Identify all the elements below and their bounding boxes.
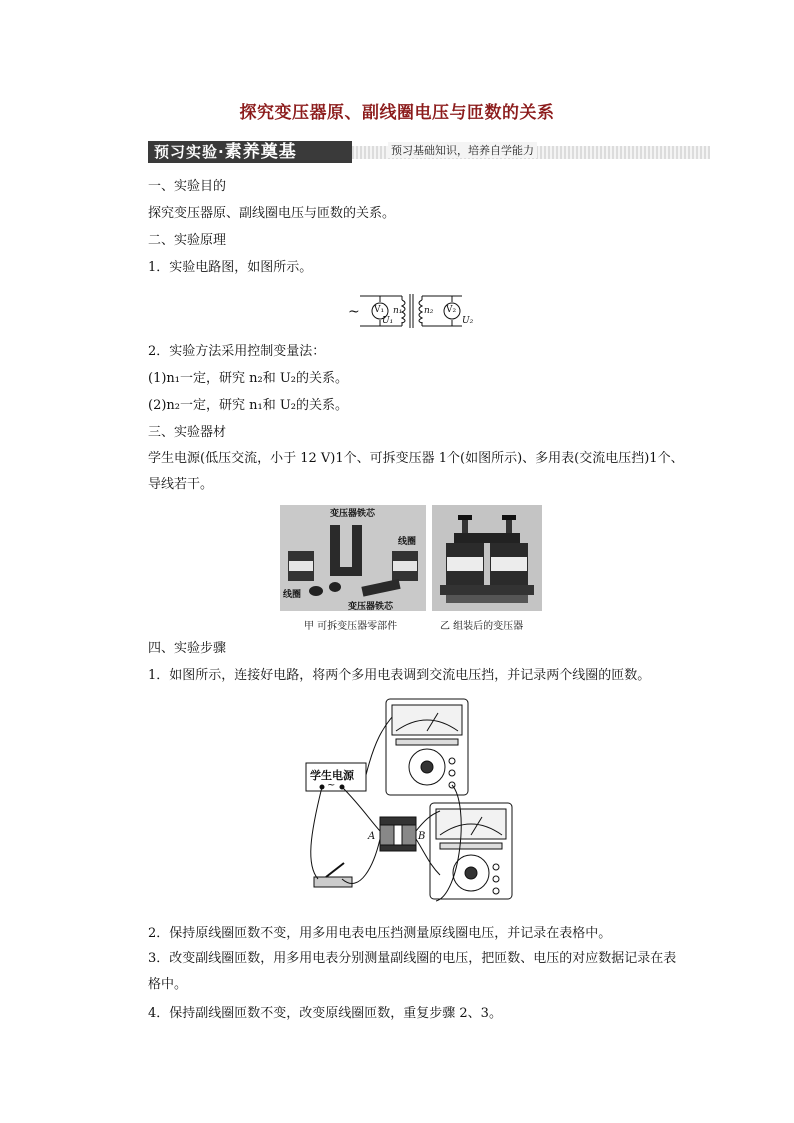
- coil-a-label: A: [368, 831, 376, 842]
- banner-label: [148, 141, 352, 163]
- power-supply-label: 学生电源: [310, 769, 354, 782]
- sec4-step3: 3．改变副线圈匝数，用多用电表分别测量副线圈的电压，把匝数、电压的对应数据记录在表格中。: [148, 951, 677, 992]
- sec1-heading: 一、实验目的: [148, 179, 227, 194]
- caption-a: 甲 可拆变压器零部件: [304, 621, 398, 632]
- assembled-transformer-photo: [432, 505, 542, 611]
- label-core-bottom: 变压器铁芯: [348, 602, 394, 612]
- label-coil-right: 线圈: [398, 537, 417, 547]
- banner-tagline: 预习基础知识，培养自学能力: [388, 142, 537, 158]
- sec4-step2: 2．保持原线圈匝数不变，用多用电表电压挡测量原线圈电压，并记录在表格中。: [148, 926, 612, 941]
- caption-b: 乙 组装后的变压器: [440, 621, 524, 632]
- sec4-step1: 1．如图所示，连接好电路，将两个多用电表调到交流电压挡，并记录两个线圈的匝数。: [148, 668, 651, 683]
- sec3-heading: 三、实验器材: [148, 425, 227, 440]
- label-core-top: 变压器铁芯: [330, 509, 376, 519]
- power-ac-symbol: ~: [327, 780, 336, 791]
- label-coil-left: 线圈: [283, 590, 302, 600]
- coil-b-label: B: [418, 831, 426, 842]
- sec2-item2: 2．实验方法采用控制变量法：: [148, 344, 326, 359]
- u2-label: U₂: [462, 316, 474, 326]
- sec2-heading: 二、实验原理: [148, 233, 227, 248]
- sec3-body: 学生电源(低压交流，小于 12 V)1个、可拆变压器 1个(如图所示)、多用表(交流电压挡)1个、导线若干。: [148, 451, 684, 492]
- sec2-sub1: (1)n₁一定，研究 n₂和 U₂的关系。: [148, 371, 349, 386]
- sec4-heading: 四、实验步骤: [148, 641, 227, 656]
- page-title: 探究变压器原、副线圈电压与匝数的关系: [239, 103, 555, 123]
- transformer-parts-photo: [280, 505, 426, 611]
- sec4-step4: 4．保持副线圈匝数不变，改变原线圈匝数，重复步骤 2、3。: [148, 1006, 502, 1021]
- v2-label: V₂: [446, 305, 457, 315]
- circuit-diagram: [342, 286, 502, 336]
- v1-label: V₁: [374, 305, 385, 315]
- banner-label-b: 素养奠基: [224, 142, 297, 162]
- n2-label: n₂: [424, 306, 434, 316]
- u1-label: U₁: [382, 316, 394, 326]
- ac-symbol: ~: [348, 304, 360, 320]
- banner-label-a: 预习实验·: [154, 143, 225, 161]
- experiment-setup-drawing: [300, 695, 540, 905]
- sec1-body: 探究变压器原、副线圈电压与匝数的关系。: [148, 206, 396, 221]
- sec2-item1: 1．实验电路图，如图所示。: [148, 260, 313, 275]
- sec2-sub2: (2)n₂一定，研究 n₁和 U₂的关系。: [148, 398, 349, 413]
- section-banner: [148, 141, 710, 163]
- n1-label: n₁: [393, 306, 403, 316]
